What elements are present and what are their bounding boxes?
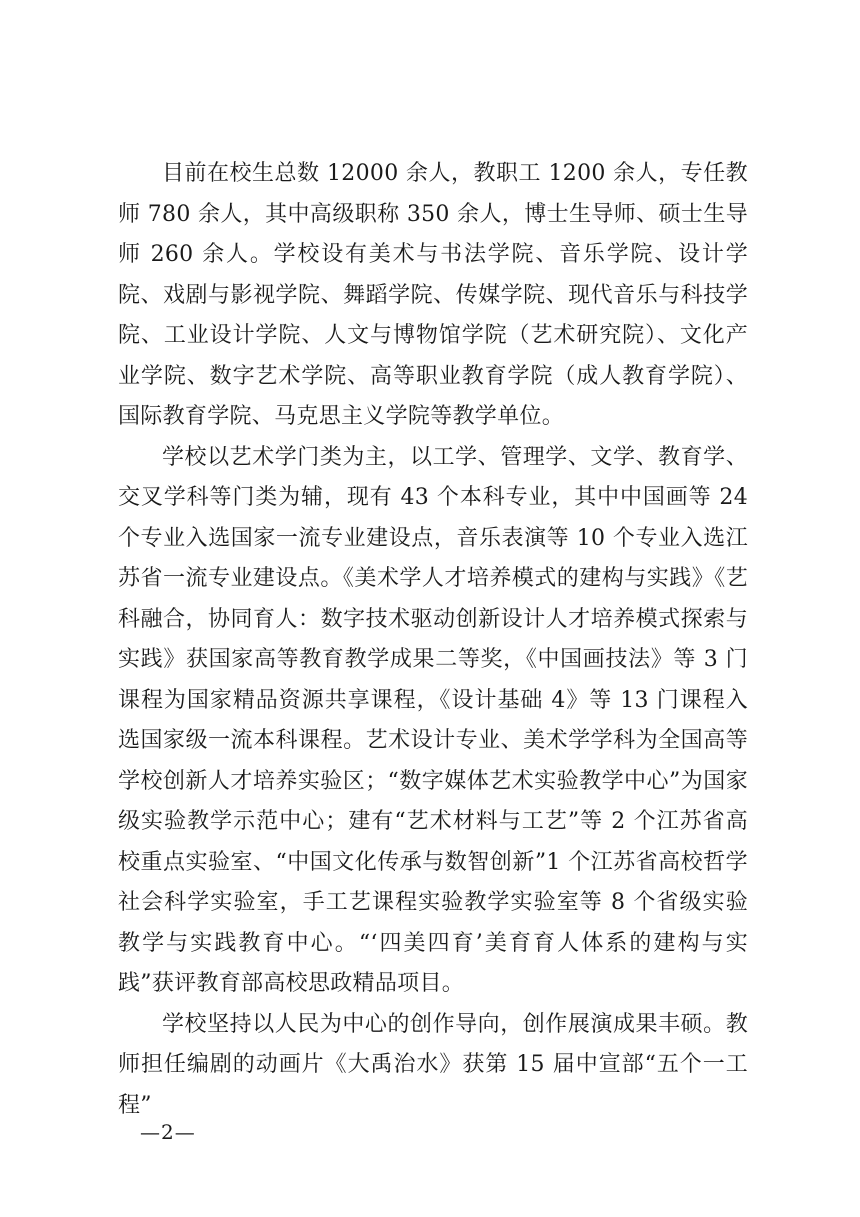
paragraph-enrollment-and-colleges: 目前在校生总数 12000 余人，教职工 1200 余人，专任教师 780 余人，其中高级职称 350 余人，博士生导师、硕士生导师 260 余人。学校设有美术与书法学院、音乐学院、设计学院、戏剧与影视学院、舞蹈学院、传媒学院、现代音乐与科技学院、工业设计学院、人文与博物馆学院（艺术研究院）、文化产业学院、数字艺术学院、高等职业教育学院（成人教育学院）、国际教育学院、马克思主义学院等教学单位。 <box>118 161 748 429</box>
paragraph-creative-works: 学校坚持以人民为中心的创作导向，创作展演成果丰硕。教师担任编剧的动画片《大禹治水》获第 15 届中宣部“五个一工程” <box>118 1011 748 1118</box>
document-body <box>118 154 748 1126</box>
page-number: —2— <box>140 1120 196 1144</box>
paragraph-disciplines-and-achievements: 学校以艺术学门类为主，以工学、管理学、文学、教育学、交叉学科等门类为辅，现有 43 个本科专业，其中中国画等 24 个专业入选国家一流专业建设点，音乐表演等 10 个专业入选江苏省一流专业建设点。《美术学人才培养模式的建构与实践》《艺科融合，协同育人：数字技术驱动创新设计人才培养模式探索与实践》获国家高等教育教学成果二等奖，《中国画技法》等 3 门课程为国家精品资源共享课程，《设计基础 4》等 13 门课程入选国家级一流本科课程。艺术设计专业、美术学学科为全国高等学校创新人才培养实验区；“数字媒体艺术实验教学中心”为国家级实验教学示范中心；建有“艺术材料与工艺”等 2 个江苏省高校重点实验室、“中国文化传承与数智创新”1 个江苏省高校哲学社会科学实验室，手工艺课程实验教学实验室等 8 个省级实验教学与实践教育中心。“‘四美四育’美育育人体系的建构与实践”获评教育部高校思政精品项目。 <box>118 444 748 996</box>
